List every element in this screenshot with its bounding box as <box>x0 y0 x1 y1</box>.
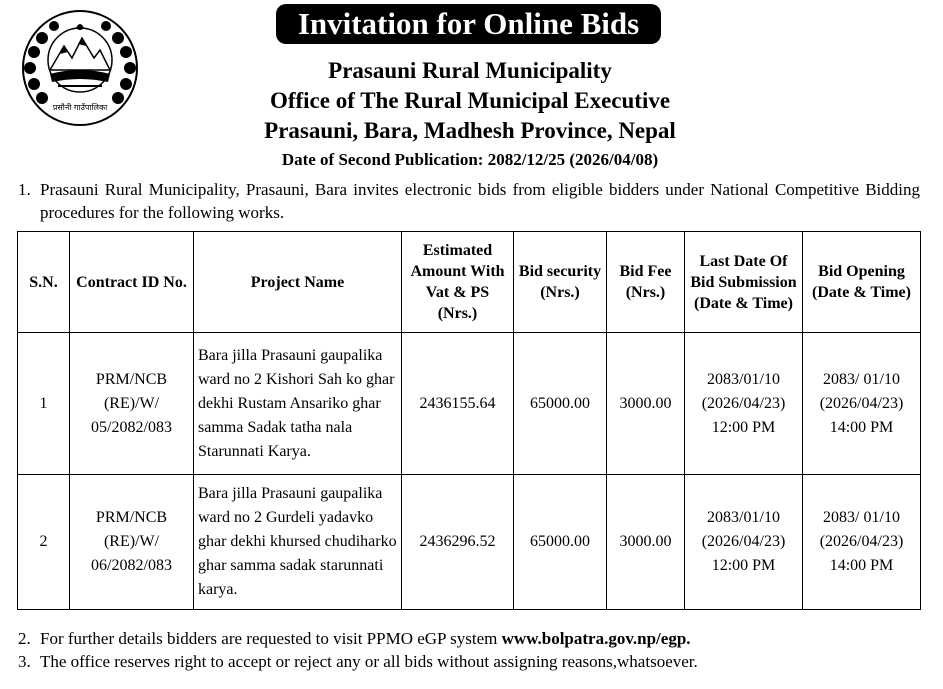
footer-note-3-text: The office reserves right to accept or reject any or all bids without assigning reasons,whatsoever. <box>40 652 698 671</box>
header-contract-id: Contract ID No. <box>70 232 194 333</box>
cell-contract-id: PRM/NCB (RE)/W/ 05/2082/083 <box>70 333 194 475</box>
bids-table <box>17 231 921 610</box>
svg-text:प्रसौनी गाउँपालिका: प्रसौनी गाउँपालिका <box>52 103 108 112</box>
cell-bid-opening: 2083/ 01/10 (2026/04/23) 14:00 PM <box>803 333 921 475</box>
header-sn: S.N. <box>18 232 70 333</box>
cell-estimated-amount: 2436155.64 <box>402 333 514 475</box>
cell-bid-fee: 3000.00 <box>607 333 685 475</box>
header-last-date: Last Date Of Bid Submission (Date & Time) <box>685 232 803 333</box>
publication-date: Date of Second Publication: 2082/12/25 (2026/04/08) <box>281 150 659 169</box>
footer-note-3 <box>18 651 698 673</box>
office-address: Prasauni, Bara, Madhesh Province, Nepal <box>264 118 676 143</box>
intro-text: Prasauni Rural Municipality, Prasauni, Bara invites electronic bids from eligible bidders under National Competitive Bidding procedures for the following works. <box>40 180 920 222</box>
footer-note-3-number: 3. <box>18 652 31 671</box>
header-estimated-amount: Estimated Amount With Vat & PS (Nrs.) <box>402 232 514 333</box>
intro-number: 1. <box>18 180 31 199</box>
cell-sn: 1 <box>18 333 70 475</box>
header-bid-opening: Bid Opening (Date & Time) <box>803 232 921 333</box>
table-header-row <box>18 232 921 333</box>
table-row <box>18 475 921 610</box>
table-row <box>18 333 921 475</box>
cell-bid-opening: 2083/ 01/10 (2026/04/23) 14:00 PM <box>803 475 921 610</box>
cell-sn: 2 <box>18 475 70 610</box>
cell-last-date: 2083/01/10 (2026/04/23) 12:00 PM <box>685 475 803 610</box>
cell-estimated-amount: 2436296.52 <box>402 475 514 610</box>
municipality-emblem-logo <box>20 8 140 128</box>
footer-note-2-number: 2. <box>18 629 31 648</box>
cell-bid-fee: 3000.00 <box>607 475 685 610</box>
header-bid-security: Bid security (Nrs.) <box>514 232 607 333</box>
egp-link[interactable]: www.bolpatra.gov.np/egp. <box>501 629 691 648</box>
intro-paragraph <box>18 178 920 224</box>
cell-last-date: 2083/01/10 (2026/04/23) 12:00 PM <box>685 333 803 475</box>
notice-title: Invitation for Online Bids <box>276 4 661 44</box>
footer-note-2-text: For further details bidders are requested to visit PPMO eGP system <box>40 629 502 648</box>
header-project-name: Project Name <box>194 232 402 333</box>
footer-note-2 <box>18 628 691 650</box>
cell-contract-id: PRM/NCB (RE)/W/ 06/2082/083 <box>70 475 194 610</box>
cell-project-name: Bara jilla Prasauni gaupalika ward no 2 Kishori Sah ko ghar dekhi Rustam Ansariko ghar samma Sadak tatha nala Starunnati Karya. <box>194 333 402 475</box>
organization-name: Prasauni Rural Municipality <box>328 58 612 83</box>
cell-project-name: Bara jilla Prasauni gaupalika ward no 2 Gurdeli yadavko ghar dekhi khursed chudiharko ghar samma sadak starunnati karya. <box>194 475 402 610</box>
header-bid-fee: Bid Fee (Nrs.) <box>607 232 685 333</box>
office-name: Office of The Rural Municipal Executive <box>269 88 671 113</box>
cell-bid-security: 65000.00 <box>514 475 607 610</box>
cell-bid-security: 65000.00 <box>514 333 607 475</box>
